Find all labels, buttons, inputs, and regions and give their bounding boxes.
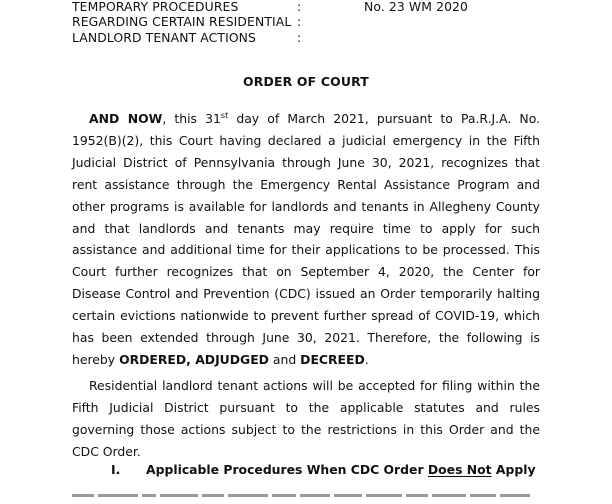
caption-title-line-2: REGARDING CERTAIN RESIDENTIAL <box>72 14 292 30</box>
caption-title-line-1: TEMPORARY PROCEDURES <box>72 0 239 14</box>
document-title: ORDER OF COURT <box>243 74 369 89</box>
case-caption <box>72 0 492 45</box>
caption-colon: : <box>297 14 302 30</box>
order-paragraph-2: Residential landlord tenant actions will be accepted for filing within the Fifth Judicial District pursuant to the applicable statutes and rules governing those actions subject to the restrictions in this Order and the CDC Order. <box>72 378 540 459</box>
bold-text: ORDERED, ADJUDGED <box>119 351 269 367</box>
lead-bold-text: AND NOW <box>89 111 163 126</box>
section-heading <box>111 462 536 477</box>
caption-row <box>72 0 492 14</box>
section-title: Applicable Procedures When CDC Order <box>146 462 428 477</box>
paragraph-text: day of March 2021, pursuant to Pa.R.J.A. No. 1952(B)(2), this Court having declared a judicial emergency in the Fifth Judicial District of Pennsylvania through June 30, 2021, recognizes that rent assistance through the Emergency Rental Assistance Program and other programs is available for landlords and tenants in Allegheny County and that landlords and tenants may require time to apply for such assistance and additional time for their applications to be processed. This Court further recognizes that on September 4, 2020, the Center for Disease Control and Prevention (CDC) issued an Order temporarily halting certain evictions nationwide to prevent further spread of COVID-19, which has been extended through June 30, 2021. Therefore, the following is hereby <box>72 111 540 367</box>
section-title: Apply <box>491 462 536 477</box>
bold-text: DECREED <box>300 351 365 367</box>
paragraph-text: . <box>364 351 369 367</box>
caption-colon: : <box>297 29 302 45</box>
order-paragraph-1 <box>72 108 540 371</box>
ordinal-suffix: st <box>220 110 229 120</box>
caption-row <box>72 14 492 29</box>
caption-title-line-3: LANDLORD TENANT ACTIONS <box>72 29 257 45</box>
cut-off-text-line <box>72 494 540 504</box>
caption-row <box>72 30 492 45</box>
caption-colon: : <box>297 0 302 14</box>
section-number: I. <box>111 462 121 477</box>
section-title-underlined: Does Not <box>427 462 492 477</box>
docket-number: No. 23 WM 2020 <box>364 0 469 14</box>
paragraph-text: , this 31 <box>162 111 221 126</box>
paragraph-text: and <box>268 351 301 367</box>
